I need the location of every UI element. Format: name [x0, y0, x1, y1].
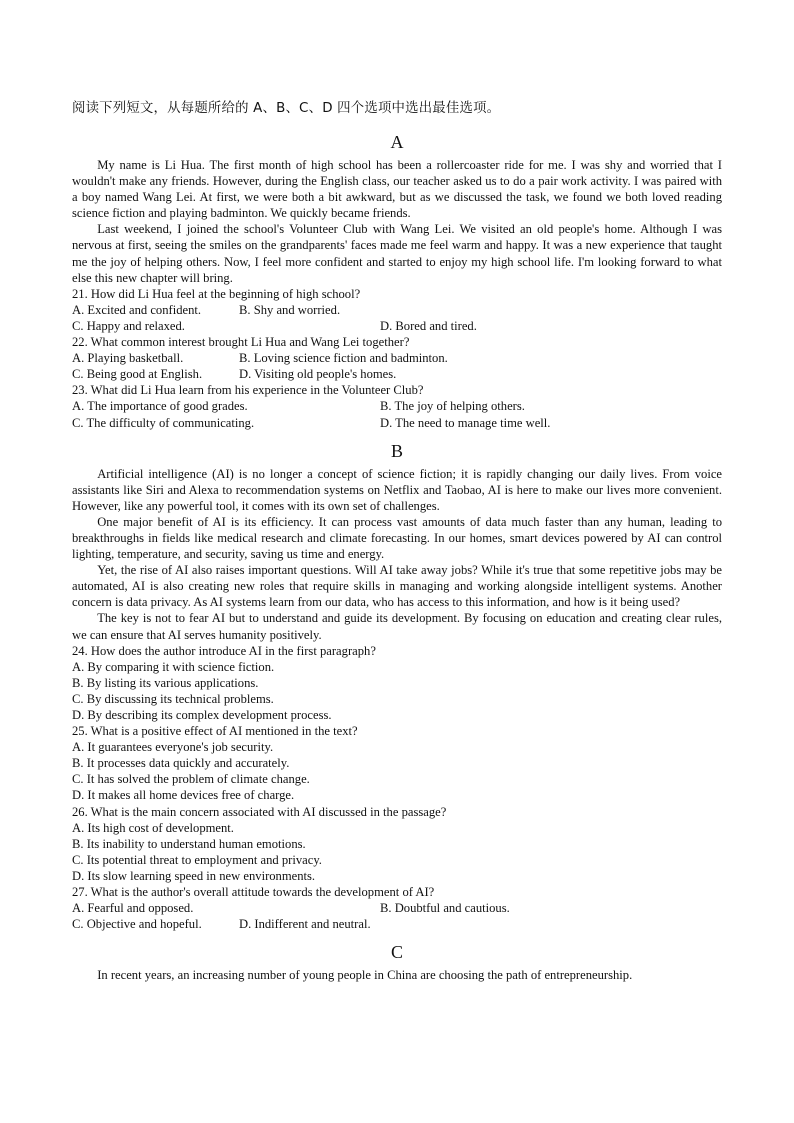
question-24 [72, 643, 722, 723]
option-row [72, 398, 722, 414]
section-spacer [72, 431, 722, 439]
option-b[interactable]: B. Loving science fiction and badminton. [239, 351, 448, 366]
option-row [72, 415, 722, 431]
option-row [72, 302, 722, 318]
option-row [72, 916, 722, 932]
option-row [72, 350, 722, 366]
option-b[interactable]: B. Its inability to understand human emotions. [72, 836, 306, 851]
passage-b-paragraph-2: One major benefit of AI is its efficiency. It can process vast amounts of data much faster than any human, leading to breakthroughs in fields like medical research and climate forecasting. In our homes, smart devices powered by AI can control lighting, temperature, and security, saving us time and energy. [72, 514, 722, 562]
option-c[interactable]: C. By discussing its technical problems. [72, 691, 274, 706]
option-c[interactable]: C. Objective and hopeful. [72, 917, 202, 932]
option-row [72, 318, 722, 334]
question-stem: 24. How does the author introduce AI in the first paragraph? [72, 643, 376, 658]
option-b[interactable]: B. Doubtful and cautious. [380, 901, 510, 916]
passage-title-c: C [390, 942, 403, 963]
passage-b-paragraph-4: The key is not to fear AI but to understand and guide its development. By focusing on education and creating clear rules, we can ensure that AI serves humanity positively. [72, 611, 722, 642]
passage-title-b: B [390, 440, 403, 461]
passage-c [72, 940, 722, 983]
option-a[interactable]: A. Fearful and opposed. [72, 901, 194, 916]
option-a[interactable]: A. Its high cost of development. [72, 820, 234, 835]
option-b[interactable]: B. The joy of helping others. [380, 399, 525, 414]
section-spacer [72, 932, 722, 940]
question-23 [72, 382, 722, 430]
option-b[interactable]: B. Shy and worried. [239, 302, 341, 317]
instruction-text: 阅读下列短文，从每题所给的 A、B、C、D 四个选项中选出最佳选项。 [72, 101, 501, 116]
option-c[interactable]: C. Being good at English. [72, 367, 203, 382]
reading-section [72, 100, 722, 983]
option-c[interactable]: C. It has solved the problem of climate change. [72, 772, 310, 787]
passage-a [72, 130, 722, 431]
passage-a-paragraph-1: My name is Li Hua. The first month of high school has been a rollercoaster ride for me. I was shy and worried that I wouldn't make any friends. However, during the English class, our teacher asked us to do a pair work activity. I was paired with a boy named Wang Lei. At first, we were both a bit awkward, but as we discussed the task, we found we both loved reading science fiction and playing badminton. We quickly became friends. [72, 158, 722, 221]
option-d[interactable]: D. It makes all home devices free of charge. [72, 788, 295, 803]
option-c[interactable]: C. The difficulty of communicating. [72, 415, 255, 430]
option-d[interactable]: D. Visiting old people's homes. [239, 367, 397, 382]
passage-b-paragraph-1: Artificial intelligence (AI) is no longer a concept of science fiction; it is rapidly changing our daily lives. From voice assistants like Siri and Alexa to recommendation systems on Netflix and Taobao, AI is here to make our lives more convenient. However, like any powerful tool, it comes with its own set of challenges. [72, 466, 722, 513]
option-a[interactable]: A. It guarantees everyone's job security. [72, 740, 274, 755]
question-stem: 22. What common interest brought Li Hua and Wang Lei together? [72, 335, 410, 350]
question-27 [72, 884, 722, 932]
passage-c-paragraph-1: In recent years, an increasing number of young people in China are choosing the path of entrepreneurship. [97, 968, 633, 983]
option-c[interactable]: C. Its potential threat to employment and privacy. [72, 852, 322, 867]
question-25 [72, 723, 722, 803]
question-stem: 23. What did Li Hua learn from his experience in the Volunteer Club? [72, 383, 424, 398]
option-a[interactable]: A. By comparing it with science fiction. [72, 659, 275, 674]
passage-b-paragraph-3: Yet, the rise of AI also raises important questions. Will AI take away jobs? While it's true that some repetitive jobs may be automated, AI is also creating new roles that require skills in managing and working alongside intelligent systems. Another concern is data privacy. As AI systems learn from our data, who has access to this information, and how is it being used? [72, 563, 722, 610]
option-d[interactable]: D. By describing its complex development process. [72, 708, 332, 722]
question-stem: 25. What is a positive effect of AI mentioned in the text? [72, 724, 358, 739]
question-26 [72, 804, 722, 884]
question-stem: 27. What is the author's overall attitude towards the development of AI? [72, 885, 435, 900]
option-a[interactable]: A. Playing basketball. [72, 351, 184, 366]
question-stem: 26. What is the main concern associated with AI discussed in the passage? [72, 804, 447, 819]
option-row [72, 366, 722, 382]
option-d[interactable]: D. Indifferent and neutral. [239, 917, 371, 932]
question-21 [72, 286, 722, 334]
passage-b [72, 439, 722, 933]
option-d[interactable]: D. The need to manage time well. [380, 415, 551, 430]
option-a[interactable]: A. The importance of good grades. [72, 399, 248, 414]
passage-title-a: A [390, 132, 404, 152]
option-c[interactable]: C. Happy and relaxed. [72, 318, 185, 333]
option-b[interactable]: B. By listing its various applications. [72, 675, 259, 690]
passage-a-paragraph-2: Last weekend, I joined the school's Volunteer Club with Wang Lei. We visited an old people's home. Although I was nervous at first, seeing the smiles on the grandparents' faces made me feel warm and happy. It was a new experience that taught me the joy of helping others. Now, I feel more confident and started to enjoy my high school life. I'm looking forward to what else this new chapter will bring. [72, 222, 722, 285]
option-row [72, 900, 722, 916]
question-stem: 21. How did Li Hua feel at the beginning of high school? [72, 286, 361, 301]
option-d[interactable]: D. Its slow learning speed in new environments. [72, 868, 316, 883]
option-d[interactable]: D. Bored and tired. [380, 318, 477, 333]
option-b[interactable]: B. It processes data quickly and accurately. [72, 756, 290, 771]
question-22 [72, 334, 722, 382]
option-a[interactable]: A. Excited and confident. [72, 302, 202, 317]
